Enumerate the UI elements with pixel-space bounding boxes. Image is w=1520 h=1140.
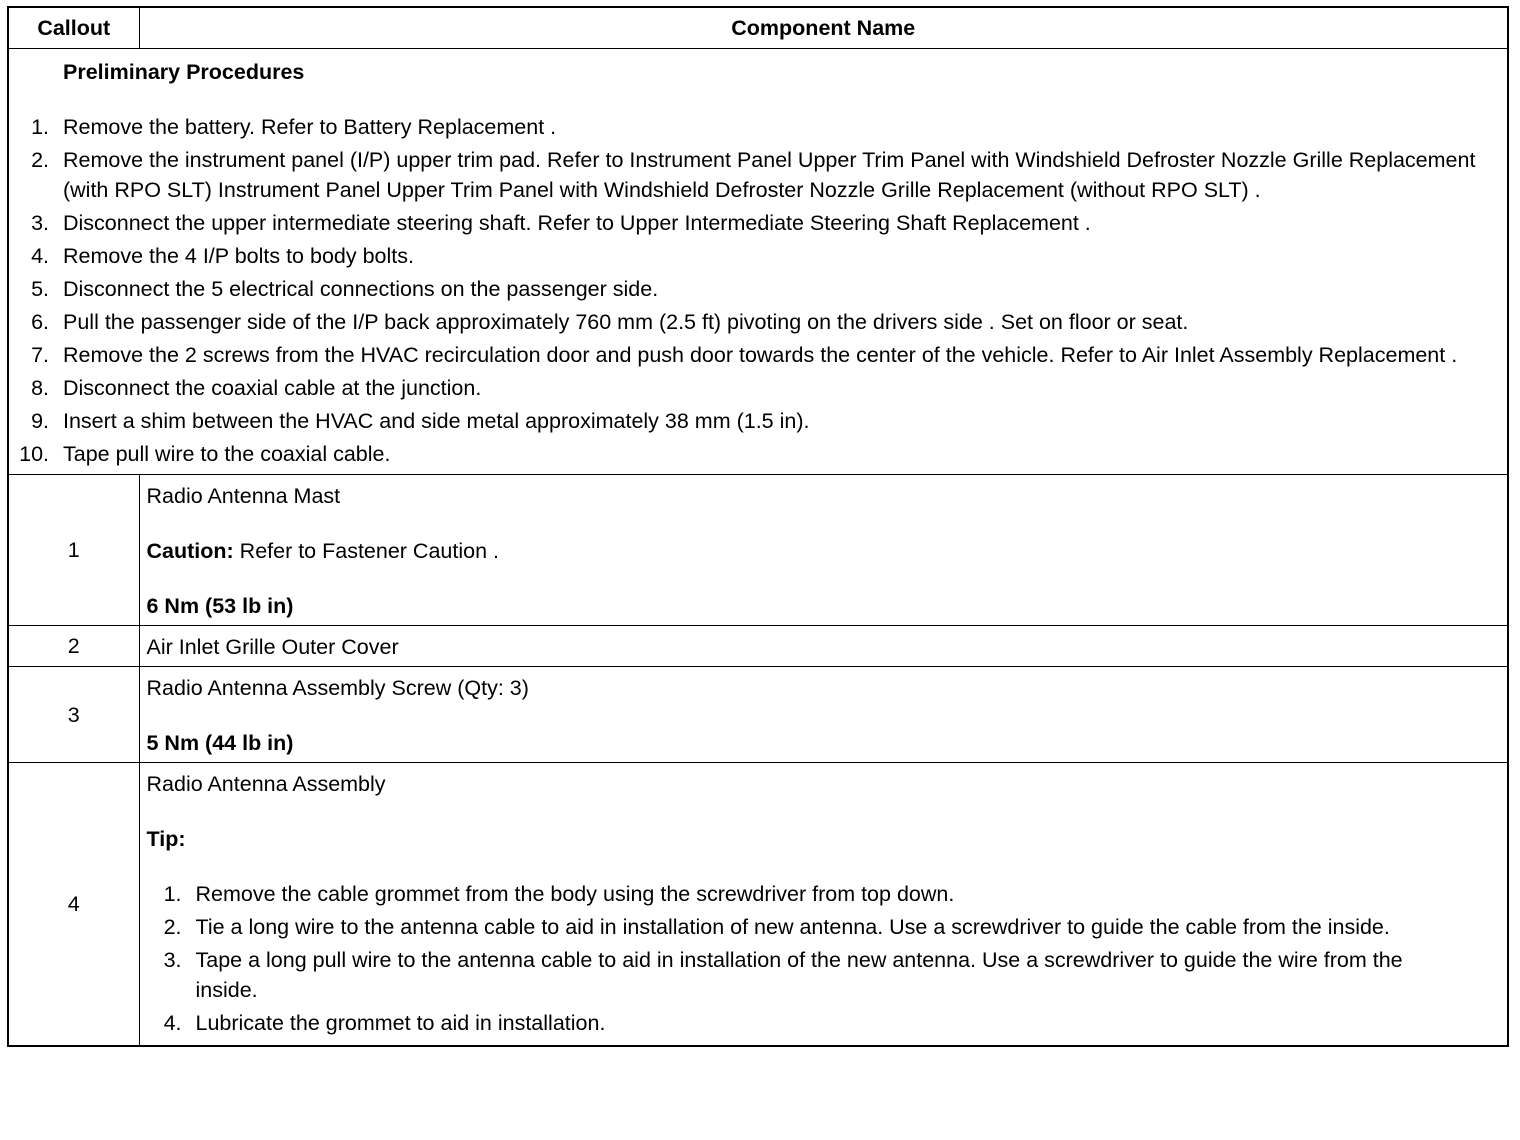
tip-text: Remove the cable grommet from the body using the screwdriver from top down. [195, 882, 955, 906]
tip-text: Tie a long wire to the antenna cable to aid in installation of new antenna. Use a screwdriver to guide the cable from the inside. [195, 915, 1390, 939]
step-text: Tape pull wire to the coaxial cable. [63, 442, 391, 466]
list-item [9, 307, 1507, 337]
table-row [8, 763, 1508, 1047]
component-name: Radio Antenna Mast [146, 484, 341, 508]
list-item [9, 340, 1507, 370]
component-name-column-header: Component Name [139, 7, 1508, 49]
step-text: Remove the battery. Refer to Battery Replacement . [63, 115, 557, 139]
list-item [9, 406, 1507, 436]
step-number: 10. [19, 442, 49, 466]
step-text: Remove the instrument panel (I/P) upper trim pad. Refer to Instrument Panel Upper Trim Panel with Windshield Defroster Nozzle Grille Replacement (with RPO SLT) Instrument Panel Upper Trim Panel with Windshield Defroster Nozzle Grille Replacement (without RPO SLT) . [63, 148, 1476, 202]
list-item [147, 912, 1500, 942]
step-text: Insert a shim between the HVAC and side metal approximately 38 mm (1.5 in). [63, 409, 810, 433]
component-cell [139, 667, 1508, 763]
preliminary-procedures-row [8, 49, 1508, 475]
callout-number: 1 [8, 475, 139, 626]
list-item [9, 373, 1507, 403]
procedure-sheet [7, 6, 1507, 1047]
torque-spec: 6 Nm (53 lb in) [146, 594, 294, 618]
list-item [9, 439, 1507, 469]
callout-table [7, 6, 1509, 1047]
tip-number: 3. [163, 948, 182, 972]
component-name: Air Inlet Grille Outer Cover [146, 635, 399, 659]
component-cell [139, 763, 1508, 1047]
callout-number: 3 [8, 667, 139, 763]
list-item [9, 112, 1507, 142]
step-text: Disconnect the upper intermediate steering shaft. Refer to Upper Intermediate Steering Shaft Replacement . [63, 211, 1091, 235]
preliminary-procedures-cell [8, 49, 1508, 475]
tip-text: Lubricate the grommet to aid in installation. [195, 1011, 606, 1035]
component-cell [139, 626, 1508, 667]
step-text: Remove the 2 screws from the HVAC recirculation door and push door towards the center of the vehicle. Refer to Air Inlet Assembly Replacement . [63, 343, 1458, 367]
callout-number: 4 [8, 763, 139, 1047]
step-number: 1. [31, 115, 49, 139]
step-text: Disconnect the 5 electrical connections on the passenger side. [63, 277, 659, 301]
table-row [8, 626, 1508, 667]
caution-note [147, 536, 1500, 566]
tip-number: 4. [163, 1011, 182, 1035]
component-name: Radio Antenna Assembly Screw (Qty: 3) [146, 676, 529, 700]
tip-number: 2. [163, 915, 182, 939]
component-cell [139, 475, 1508, 626]
step-number: 9. [31, 409, 49, 433]
table-row [8, 667, 1508, 763]
step-number: 2. [31, 148, 49, 172]
step-text: Pull the passenger side of the I/P back approximately 760 mm (2.5 ft) pivoting on the drivers side . Set on floor or seat. [63, 310, 1189, 334]
list-item [9, 208, 1507, 238]
list-item [147, 879, 1500, 909]
caution-text: Refer to Fastener Caution . [233, 539, 499, 563]
list-item [147, 1008, 1500, 1038]
list-item [9, 274, 1507, 304]
step-number: 8. [31, 376, 49, 400]
callout-column-header: Callout [8, 7, 139, 49]
component-name: Radio Antenna Assembly [146, 772, 386, 796]
tip-label: Tip: [146, 827, 186, 851]
table-header-row [8, 7, 1508, 49]
list-item [147, 945, 1500, 1005]
step-number: 5. [31, 277, 49, 301]
step-text: Remove the 4 I/P bolts to body bolts. [63, 244, 414, 268]
preliminary-procedures-heading: Preliminary Procedures [63, 60, 305, 84]
step-number: 7. [31, 343, 49, 367]
step-number: 6. [31, 310, 49, 334]
step-number: 4. [31, 244, 49, 268]
list-item [9, 241, 1507, 271]
tip-steps-list [147, 879, 1500, 1038]
step-number: 3. [31, 211, 49, 235]
torque-spec: 5 Nm (44 lb in) [146, 731, 294, 755]
preliminary-steps-list [9, 112, 1507, 469]
callout-number: 2 [8, 626, 139, 667]
step-text: Disconnect the coaxial cable at the junction. [63, 376, 482, 400]
tip-number: 1. [163, 882, 182, 906]
table-row [8, 475, 1508, 626]
caution-label: Caution: [146, 539, 234, 563]
list-item [9, 145, 1507, 205]
tip-text: Tape a long pull wire to the antenna cable to aid in installation of the new antenna. Use a screwdriver to guide the wire from the inside. [195, 948, 1403, 1002]
